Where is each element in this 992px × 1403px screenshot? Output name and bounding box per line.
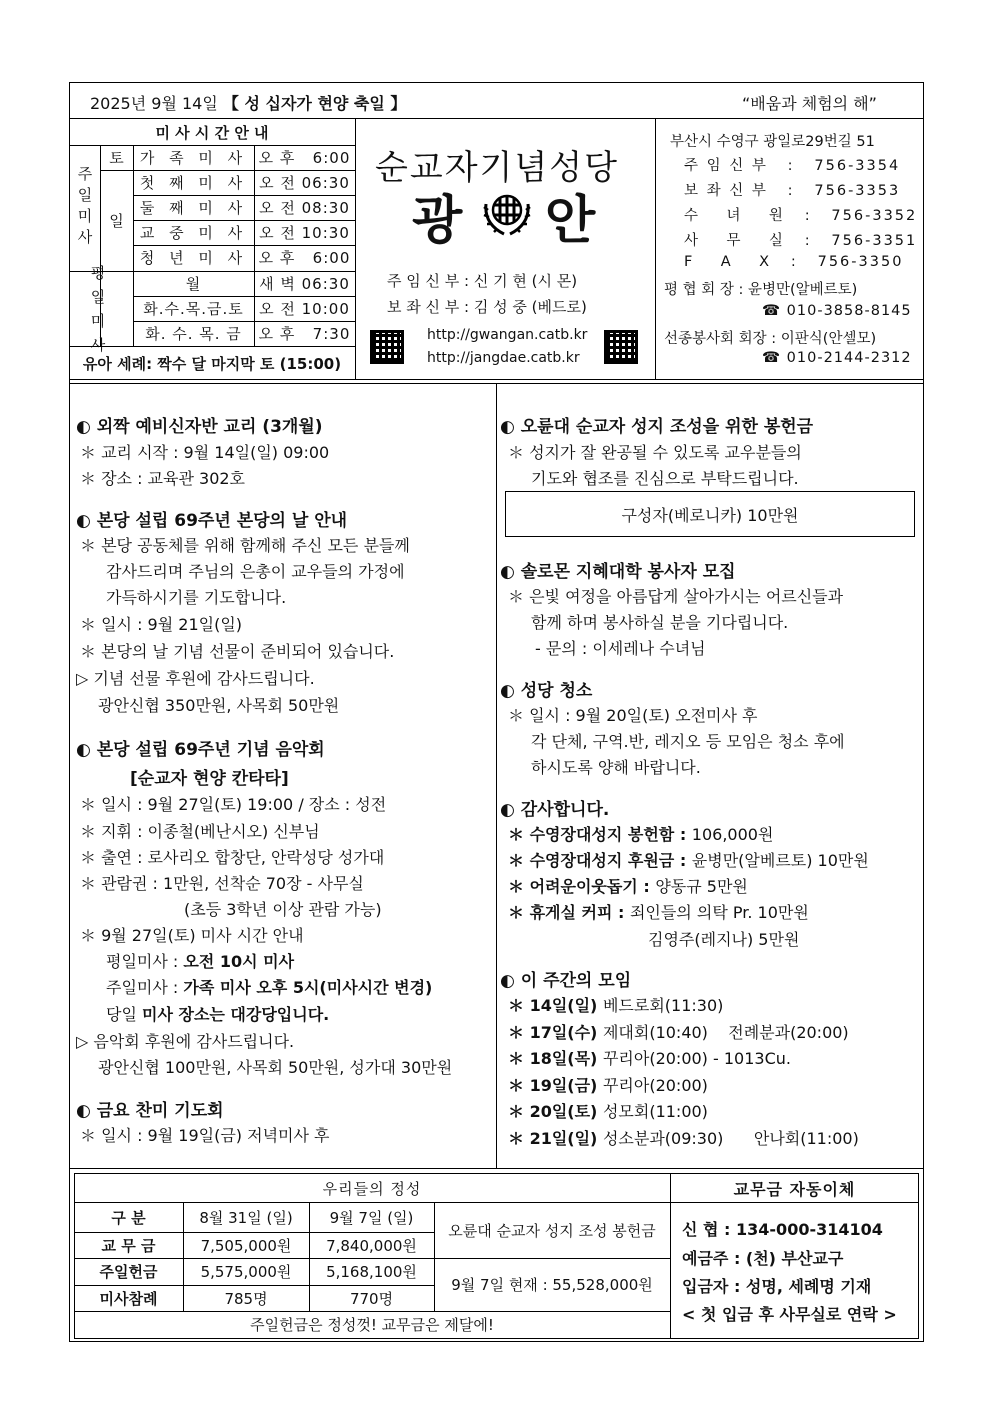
weekday-label: 평일미사 bbox=[90, 263, 112, 354]
thanks-key: ＊ 수영장대성지 봉헌함 : bbox=[508, 825, 692, 844]
donor-text: 구성자(베로니카) 10만원 bbox=[621, 505, 799, 525]
parish-day-line: ＊ 본당 공동체를 위해 함께해 주신 모든 분들께 bbox=[80, 536, 410, 555]
url-link-1[interactable]: http://gwangan.catb.kr bbox=[427, 327, 588, 343]
mass-time: 오 후 6:00 bbox=[258, 149, 351, 167]
mass-time: 오 전 06:30 bbox=[259, 174, 350, 192]
mass-day: 토 bbox=[109, 149, 124, 167]
mass-name: 첫 째 미 사 bbox=[139, 174, 248, 192]
church-subtitle: 순교자기념성당 bbox=[375, 148, 619, 188]
weekday-mass-time: 오 후 7:30 bbox=[258, 325, 351, 343]
concert-venue bbox=[106, 1002, 329, 1025]
mass-day: 일 bbox=[109, 212, 124, 230]
concert-line: ＊ 9월 27일(토) 미사 시간 안내 bbox=[80, 926, 304, 945]
autopay-line: 신 협 : 134-000-314104 bbox=[682, 1220, 883, 1239]
meeting-row bbox=[508, 1020, 849, 1043]
infant-baptism: 유아 세례: 짝수 달 마지막 토 (15:00) bbox=[82, 354, 342, 373]
thanks-key: ＊ 어려운이웃돕기 : bbox=[508, 877, 656, 896]
shrine-fund-title: ◐ 오륜대 순교자 성지 조성을 위한 봉헌금 bbox=[500, 417, 814, 437]
feast-title: 【 성 십자가 현양 축일 】 bbox=[222, 94, 407, 113]
meeting-day: ＊ 17일(수) bbox=[508, 1022, 603, 1042]
thanks-value: 죄인들의 의탁 Pr. 10만원 bbox=[629, 903, 809, 922]
autopay-line: 입금자 : 성명, 세례명 기재 bbox=[682, 1277, 872, 1296]
weekday-mass-name: 월 bbox=[185, 275, 202, 293]
mass-name: 가 족 미 사 bbox=[139, 149, 248, 167]
prayer-title: ◐ 금요 찬미 기도회 bbox=[76, 1101, 224, 1121]
catechism-line: ＊ 교리 시작 : 9월 14일(일) 09:00 bbox=[80, 443, 330, 462]
volunteer-title: ◐ 솔로몬 지혜대학 봉사자 모집 bbox=[500, 562, 736, 582]
meeting-detail: 성소분과(09:30) 안나회(11:00) bbox=[602, 1128, 859, 1148]
meeting-day: ＊ 14일(일) bbox=[508, 996, 603, 1015]
concert-line: (초등 3학년 이상 관람 가능) bbox=[184, 900, 382, 919]
thanks-row bbox=[508, 874, 748, 897]
label: 당일 bbox=[106, 1005, 142, 1024]
meeting-day: ＊ 20일(토) bbox=[508, 1102, 603, 1121]
concert-sponsors: 광안신협 100만원, 사목회 50만원, 성가대 30만원 bbox=[98, 1058, 453, 1077]
label: 주일미사 : bbox=[106, 978, 184, 997]
volunteer-line: - 문의 : 이세레나 수녀님 bbox=[535, 639, 706, 658]
row-divider bbox=[133, 296, 355, 297]
meeting-row bbox=[508, 1073, 708, 1096]
concert-line: ＊ 관람권 : 1만원, 선착순 70장 - 사무실 bbox=[80, 874, 364, 893]
row-divider bbox=[133, 220, 355, 221]
label: 평일미사 : bbox=[106, 952, 184, 971]
address: 부산시 수영구 광일로29번길 51 bbox=[670, 134, 875, 150]
concert-line: ＊ 일시 : 9월 27일(토) 19:00 / 장소 : 성전 bbox=[80, 795, 387, 814]
mission-president: 선종봉사회 회장 : 이판식(안셀모) bbox=[664, 331, 877, 347]
contact-line: 사 무 실 : 756-3351 bbox=[684, 233, 918, 249]
catechism-title: ◐ 외짝 예비신자반 교리 (3개월) bbox=[76, 417, 323, 437]
meeting-row bbox=[508, 1046, 791, 1069]
mass-time: 오 전 10:30 bbox=[259, 224, 350, 242]
mass-name: 둘 째 미 사 bbox=[139, 199, 248, 217]
thanks-key: ＊ 휴게실 커피 : bbox=[508, 903, 630, 922]
volunteer-line: ＊ 은빛 여정을 아름답게 살아가시는 어르신들과 bbox=[508, 587, 844, 606]
council-president: 평 협 회 장 : 윤병만(알베르토) bbox=[664, 282, 858, 298]
cleaning-line: 각 단체, 구역.반, 레지오 등 모임은 청소 후에 bbox=[531, 732, 845, 751]
parish-day-line: ＊ 본당의 날 기념 선물이 준비되어 있습니다. bbox=[80, 642, 395, 661]
url-link-2[interactable]: http://jangdae.catb.kr bbox=[427, 350, 580, 366]
finance-cell: 770명 bbox=[349, 1289, 394, 1308]
qr-code-icon bbox=[604, 330, 638, 364]
parish-day-line: 감사드리며 주님의 은총이 교우들의 가정에 bbox=[106, 562, 405, 581]
fund-title: 오륜대 순교자 성지 조성 봉헌금 bbox=[448, 1221, 656, 1240]
cleaning-line: 하시도록 양해 바랍니다. bbox=[531, 758, 701, 777]
volunteer-line: 함께 하며 봉사하실 분을 기다립니다. bbox=[531, 613, 789, 632]
mass-time: 오 후 6:00 bbox=[258, 249, 351, 267]
contact-line: 주 임 신 부 : 756-3354 bbox=[684, 158, 901, 174]
autopay-line: < 첫 입금 후 사무실로 연락 > bbox=[682, 1305, 897, 1324]
meeting-row bbox=[508, 1099, 708, 1122]
contact-line: F A X : 756-3350 bbox=[684, 254, 904, 270]
catechism-line: ＊ 장소 : 교육관 302호 bbox=[80, 469, 246, 488]
pastor: 주 임 신 부 : 신 기 현 (시 몬) bbox=[387, 272, 578, 290]
thanks-row bbox=[508, 848, 869, 871]
weekday-mass-time: 새 벽 06:30 bbox=[259, 275, 350, 293]
finance-cell: 5,575,000원 bbox=[200, 1263, 292, 1281]
concert-title: ◐ 본당 설립 69주년 기념 음악회 bbox=[76, 740, 325, 760]
meeting-detail: 꾸리아(20:00) - 1013Cu. bbox=[602, 1049, 791, 1068]
council-phone: ☎ 010-3858-8145 bbox=[762, 303, 912, 319]
meeting-detail: 꾸리아(20:00) bbox=[602, 1075, 708, 1095]
meeting-day: ＊ 21일(일) bbox=[508, 1128, 603, 1148]
thanks-key: ＊ 수영장대성지 후원금 : bbox=[508, 851, 692, 870]
parish-emblem-icon bbox=[478, 184, 536, 240]
thanks-row bbox=[508, 822, 773, 845]
prayer-line: ＊ 일시 : 9월 19일(금) 저녁미사 후 bbox=[80, 1126, 330, 1145]
concert-line: ＊ 지휘 : 이종철(베난시오) 신부님 bbox=[80, 822, 320, 841]
weekday-mass-name: 화. 수. 목. 금 bbox=[145, 325, 242, 343]
thanks-title: ◐ 감사합니다. bbox=[500, 800, 610, 820]
finance-row-label: 교 무 금 bbox=[101, 1236, 156, 1255]
parish-day-title: ◐ 본당 설립 69주년 본당의 날 안내 bbox=[76, 511, 348, 531]
parish-day-line: 가득하시기를 기도합니다. bbox=[106, 588, 287, 607]
thanks-value: 106,000원 bbox=[691, 825, 774, 844]
shrine-fund-line: ＊ 성지가 잘 완공될 수 있도록 교우분들의 bbox=[508, 443, 802, 462]
mass-name: 교 중 미 사 bbox=[139, 224, 248, 242]
concert-thanks: ▷ 음악회 후원에 감사드립니다. bbox=[76, 1032, 295, 1051]
value: 오전 10시 미사 bbox=[183, 952, 295, 971]
meeting-detail: 성모회(11:00) bbox=[602, 1102, 708, 1121]
weekday-mass-name: 화.수.목.금.토 bbox=[143, 300, 244, 318]
donor-box bbox=[505, 491, 915, 537]
finance-head: 구 분 bbox=[111, 1208, 146, 1227]
parish-day-line: ▷ 기념 선물 후원에 감사드립니다. bbox=[76, 669, 315, 688]
thanks-row bbox=[508, 900, 809, 923]
fund-value: 9월 7일 현재 : 55,528,000원 bbox=[451, 1276, 653, 1294]
thanks-value: 양동규 5만원 bbox=[655, 877, 748, 896]
value: 미사 장소는 대강당입니다. bbox=[142, 1005, 330, 1024]
finance-cell: 785명 bbox=[224, 1289, 268, 1308]
finance-cell: 5,168,100원 bbox=[326, 1263, 417, 1281]
autopay-line: 예금주 : (천) 부산교구 bbox=[682, 1249, 844, 1268]
meeting-detail: 베드로회(11:30) bbox=[602, 996, 724, 1015]
meetings-title: ◐ 이 주간의 모임 bbox=[500, 971, 632, 991]
weekday-mass-time: 오 전 10:00 bbox=[259, 300, 350, 318]
finance-head: 8월 31일 (일) bbox=[199, 1208, 293, 1227]
mass-name: 청 년 미 사 bbox=[139, 249, 248, 267]
church-name-left: 광 bbox=[412, 190, 463, 251]
cleaning-title: ◐ 성당 청소 bbox=[500, 681, 593, 701]
mass-table-title: 미 사 시 간 안 내 bbox=[155, 123, 269, 142]
finance-cell: 7,505,000원 bbox=[200, 1236, 292, 1255]
finance-footer: 주일헌금은 정성껏! 교무금은 제달에! bbox=[250, 1316, 494, 1334]
concert-mass-weekday bbox=[106, 949, 294, 972]
thanks-extra: 김영주(레지나) 5만원 bbox=[648, 930, 800, 949]
finance-cell: 7,840,000원 bbox=[326, 1236, 417, 1255]
meeting-detail: 제대회(10:40) 전례분과(20:00) bbox=[602, 1022, 849, 1042]
church-name-right: 안 bbox=[545, 190, 596, 251]
cleaning-line: ＊ 일시 : 9월 20일(토) 오전미사 후 bbox=[508, 706, 758, 725]
contact-line: 보 좌 신 부 : 756-3353 bbox=[684, 183, 901, 199]
row-divider bbox=[133, 321, 355, 322]
concert-mass-sunday bbox=[106, 975, 432, 998]
meeting-row bbox=[508, 1126, 859, 1149]
header-motto: “배움과 체험의 해” bbox=[742, 94, 877, 113]
autopay-title: 교무금 자동이체 bbox=[733, 1179, 856, 1199]
assistant-pastor: 보 좌 신 부 : 김 성 중 (베드로) bbox=[387, 298, 587, 316]
sunday-label: 주일미사 bbox=[75, 166, 94, 250]
finance-head: 9월 7일 (일) bbox=[329, 1208, 414, 1227]
qr-code-icon bbox=[370, 330, 404, 364]
value: 가족 미사 오후 5시(미사시간 변경) bbox=[183, 978, 433, 997]
finance-row-label: 미사참례 bbox=[99, 1289, 158, 1308]
concert-line: ＊ 출연 : 로사리오 합창단, 안락성당 성가대 bbox=[80, 848, 385, 867]
concert-subtitle: [순교자 현양 칸타타] bbox=[130, 769, 289, 789]
header-date bbox=[90, 91, 406, 114]
thanks-value: 윤병만(알베르토) 10만원 bbox=[691, 851, 869, 870]
contact-line: 수 녀 원 : 756-3352 bbox=[684, 208, 918, 224]
mass-time: 오 전 08:30 bbox=[259, 199, 350, 217]
meeting-day: ＊ 19일(금) bbox=[508, 1075, 603, 1095]
parish-day-line: ＊ 일시 : 9월 21일(일) bbox=[80, 615, 243, 634]
shrine-fund-line: 기도와 협조를 진심으로 부탁드립니다. bbox=[531, 469, 799, 488]
finance-title: 우리들의 정성 bbox=[322, 1179, 422, 1198]
finance-row-label: 주일헌금 bbox=[99, 1263, 158, 1281]
meeting-row bbox=[508, 993, 723, 1016]
date: 2025년 9월 14일 bbox=[90, 94, 218, 113]
row-divider bbox=[133, 195, 355, 196]
row-divider bbox=[133, 245, 355, 246]
meeting-day: ＊ 18일(목) bbox=[508, 1049, 603, 1068]
mission-phone: ☎ 010-2144-2312 bbox=[762, 350, 912, 366]
parish-day-line: 광안신협 350만원, 사목회 50만원 bbox=[98, 696, 340, 715]
row-divider bbox=[133, 170, 355, 171]
